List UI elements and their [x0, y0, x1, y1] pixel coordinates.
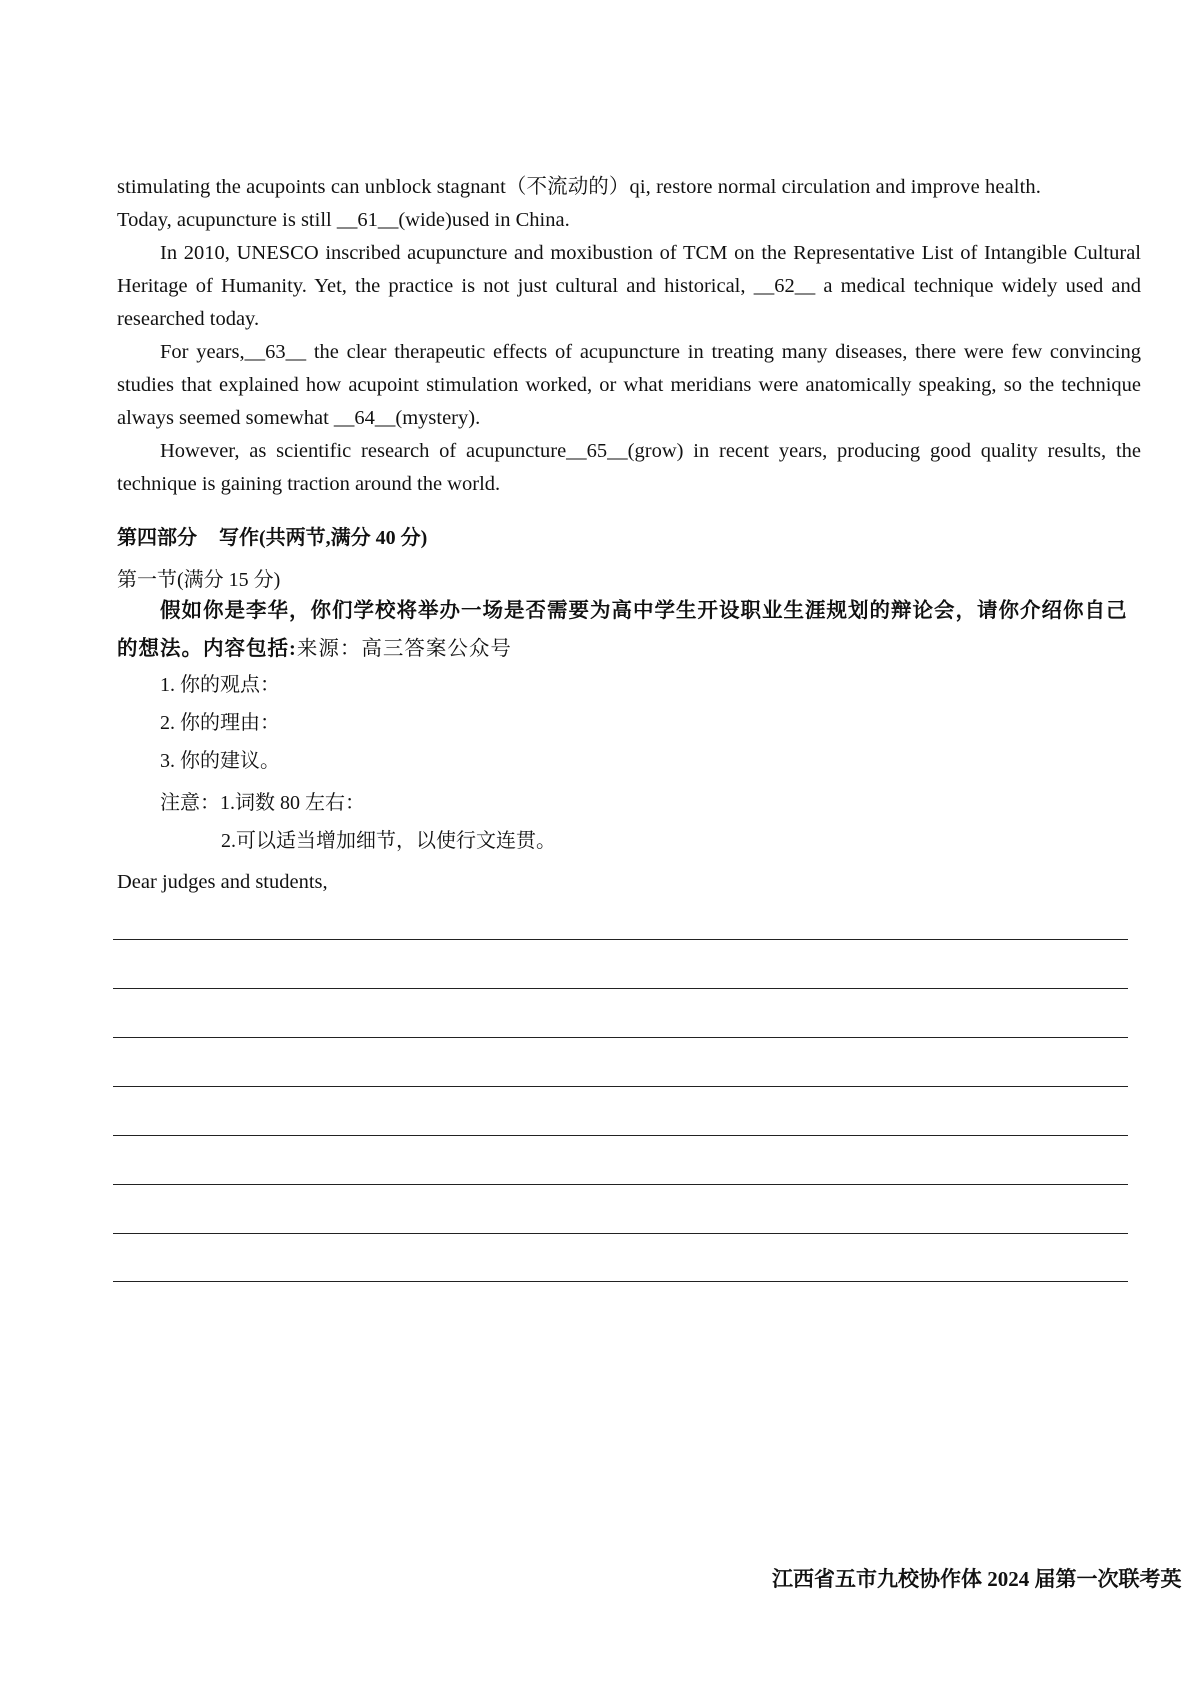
content-item-2: 2. 你的理由： [160, 712, 280, 734]
note-2: 2.可以适当增加细节，以使行文连贯。 [221, 830, 556, 852]
content-item-3: 3. 你的建议。 [160, 750, 280, 772]
letter-salutation: Dear judges and students, [117, 871, 328, 893]
part4-heading [117, 521, 427, 550]
page-footer: 江西省五市九校协作体 2024 届第一次联考英 [772, 1567, 1182, 1591]
answer-line[interactable] [113, 1086, 1128, 1087]
notes-line-1 [160, 786, 365, 815]
answer-line[interactable] [113, 1135, 1128, 1136]
answer-line[interactable] [113, 939, 1128, 940]
section1-prompt [117, 592, 1143, 668]
answer-line[interactable] [113, 1281, 1128, 1282]
passage-paragraph-4: However, as scientific research of acupuncture__65__(grow) in recent years, producing good quality results, the technique is gaining traction around the world. [117, 440, 1141, 495]
answer-line[interactable] [113, 1037, 1128, 1038]
passage-paragraph-2: In 2010, UNESCO inscribed acupuncture and moxibustion of TCM on the Representative List of Intangible Cultural Heritage of Humanity. Yet, the practice is not just cultural and historical, __62__ a medical technique widely used and researched today. [117, 242, 1141, 330]
answer-line[interactable] [113, 988, 1128, 989]
content-item-1: 1. 你的观点： [160, 674, 280, 696]
passage-paragraph-1-line-1: stimulating the acupoints can unblock stagnant（不流动的）qi, restore normal circulation and improve health. [117, 176, 1041, 198]
answer-line[interactable] [113, 1233, 1128, 1234]
part4-subtitle: 写作(共两节,满分 40 分) [219, 527, 428, 549]
prompt-text: 假如你是李华，你们学校将举办一场是否需要为高中学生开设职业生涯规划的辩论会，请你介绍你自己的想法。内容包括: [117, 600, 1128, 660]
note-label: 注意： [160, 792, 220, 814]
prompt-source: 来源：高三答案公众号 [296, 638, 512, 660]
passage-paragraph-1-line-2: Today, acupuncture is still __61__(wide)used in China. [117, 209, 570, 231]
note-1: 1.词数 80 左右： [220, 792, 365, 814]
part4-title: 第四部分 [117, 527, 197, 549]
section1-title: 第一节(满分 15 分) [117, 569, 281, 591]
answer-line[interactable] [113, 1184, 1128, 1185]
passage-paragraph-3: For years,__63__ the clear therapeutic effects of acupuncture in treating many diseases, there were few convincing studies that explained how acupoint stimulation worked, or what meridians were anatomically speaking, so the technique always seemed somewhat __64__(mystery). [117, 341, 1141, 429]
